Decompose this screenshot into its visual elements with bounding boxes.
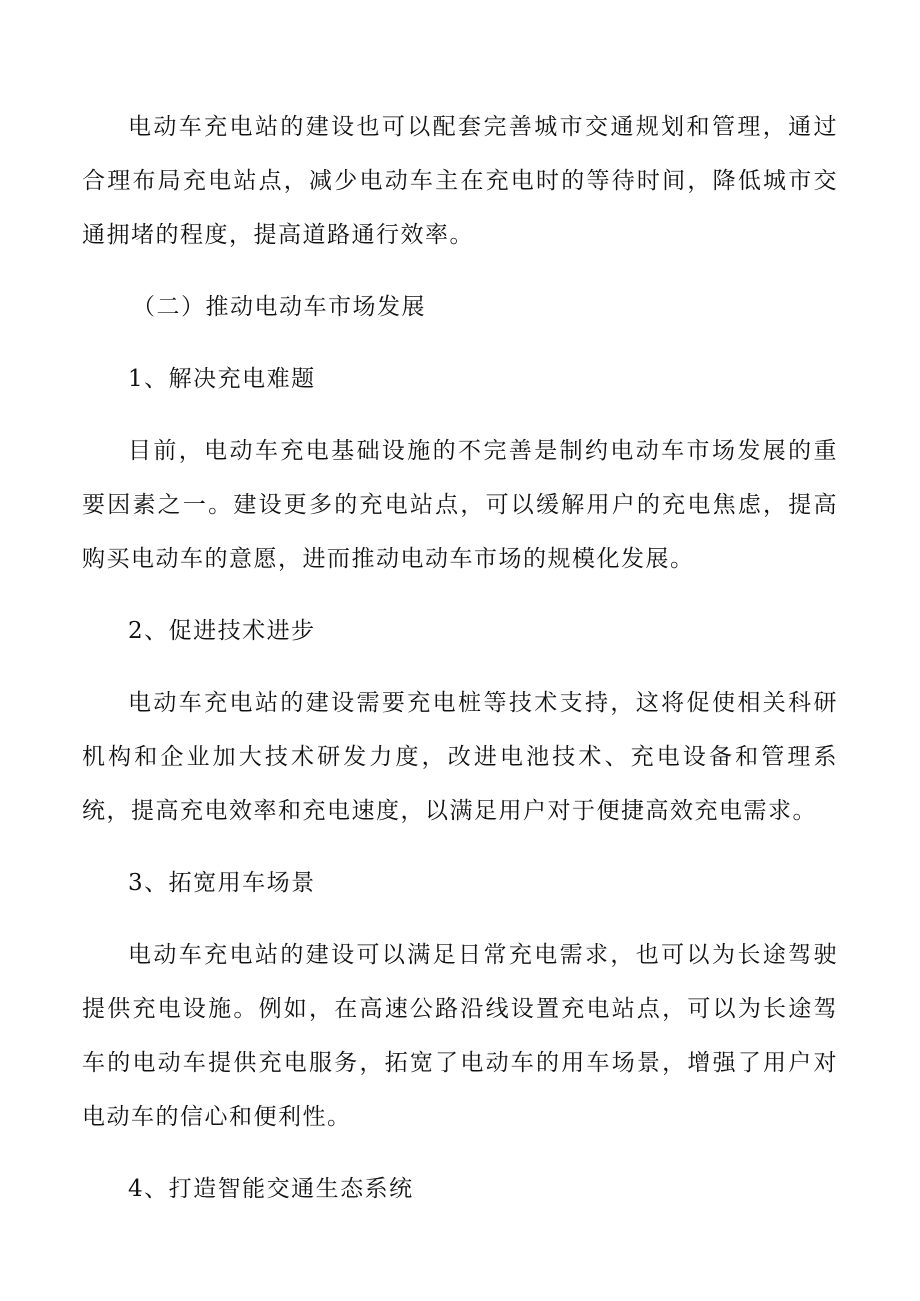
section-heading: （二）推动电动车市场发展 [132, 294, 426, 320]
item-text-1: 目前，电动车充电基础设施的不完善是制约电动车市场发展的重要因素之一。建设更多的充电站点，可以缓解用户的充电焦虑，提高购买电动车的意愿，进而推动电动车市场的规模化发展。 [82, 438, 838, 572]
document-page [82, 100, 838, 1234]
item-text-3: 电动车充电站的建设可以满足日常充电需求，也可以为长途驾驶提供充电设施。例如，在高速公路沿线设置充电站点，可以为长途驾车的电动车提供充电服务，拓宽了电动车的用车场景，增强了用户对电动车的信心和便利性。 [82, 942, 838, 1130]
paragraph-traffic-planning: 电动车充电站的建设也可以配套完善城市交通规划和管理，通过合理布局充电站点，减少电动车主在充电时的等待时间，降低城市交通拥堵的程度，提高道路通行效率。 [82, 114, 838, 248]
item-text-2: 电动车充电站的建设需要充电桩等技术支持，这将促使相关科研机构和企业加大技术研发力度，改进电池技术、充电设备和管理系统，提高充电效率和充电速度，以满足用户对于便捷高效充电需求。 [82, 690, 838, 824]
item-heading-3: 3、拓宽用车场景 [128, 870, 316, 896]
item-heading-2: 2、促进技术进步 [128, 618, 316, 644]
item-heading-1: 1、解决充电难题 [128, 366, 316, 392]
item-heading-4: 4、打造智能交通生态系统 [128, 1176, 414, 1202]
